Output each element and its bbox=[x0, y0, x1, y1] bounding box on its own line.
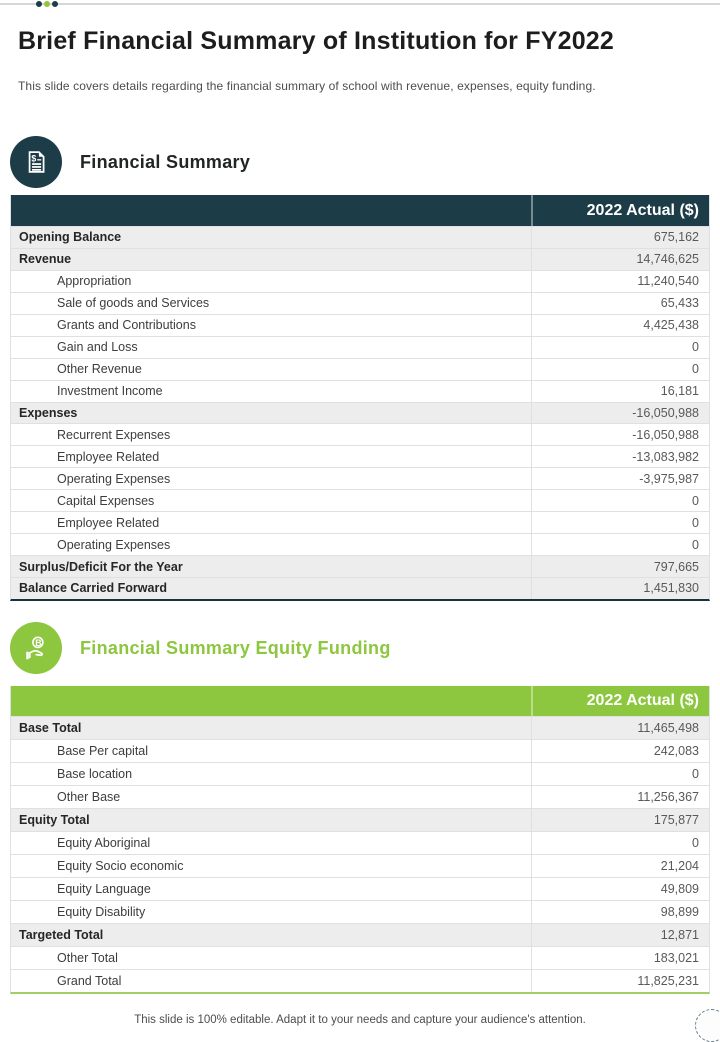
row-value: 183,021 bbox=[531, 947, 709, 969]
table-row bbox=[11, 270, 709, 292]
row-value: 0 bbox=[531, 337, 709, 358]
table-row bbox=[11, 511, 709, 533]
row-value: 11,256,367 bbox=[531, 786, 709, 808]
section-title-financial-summary: Financial Summary bbox=[80, 151, 251, 172]
row-label: Capital Expenses bbox=[57, 493, 155, 508]
column-header-2022-actual: 2022 Actual ($) bbox=[531, 686, 709, 716]
table-row bbox=[11, 923, 709, 946]
equity-funding-table bbox=[10, 686, 710, 994]
table-row bbox=[11, 314, 709, 336]
table-row bbox=[11, 336, 709, 358]
row-value: 21,204 bbox=[531, 855, 709, 877]
row-value: 12,871 bbox=[531, 924, 709, 946]
row-label: Equity Language bbox=[57, 882, 151, 896]
row-label: Targeted Total bbox=[19, 928, 104, 942]
row-value: 0 bbox=[531, 763, 709, 785]
table-row bbox=[11, 467, 709, 489]
top-divider-line bbox=[0, 3, 720, 5]
column-header-2022-actual: 2022 Actual ($) bbox=[531, 195, 709, 226]
table-row bbox=[11, 785, 709, 808]
section-financial-summary-header bbox=[10, 136, 250, 188]
row-label: Equity Disability bbox=[57, 905, 146, 919]
row-label: Other Total bbox=[57, 951, 118, 965]
row-value: 0 bbox=[531, 359, 709, 380]
row-value: 14,746,625 bbox=[531, 249, 709, 270]
row-label: Other Revenue bbox=[57, 362, 142, 377]
row-value: -16,050,988 bbox=[531, 403, 709, 424]
table-row bbox=[11, 577, 709, 599]
row-value: 0 bbox=[531, 512, 709, 533]
page-subtitle: This slide covers details regarding the financial summary of school with revenue, expenses, equity funding. bbox=[18, 79, 596, 93]
header-label-spacer bbox=[11, 195, 531, 226]
row-label: Opening Balance bbox=[19, 230, 122, 245]
table-row bbox=[11, 900, 709, 923]
financial-summary-table-header bbox=[11, 195, 709, 226]
section-title-equity-funding: Financial Summary Equity Funding bbox=[80, 637, 391, 658]
row-label: Base Total bbox=[19, 721, 82, 735]
row-value: 11,825,231 bbox=[531, 970, 709, 992]
table-row bbox=[11, 739, 709, 762]
row-label: Base location bbox=[57, 767, 133, 781]
row-value: 49,809 bbox=[531, 878, 709, 900]
row-label: Other Base bbox=[57, 790, 121, 804]
financial-summary-table bbox=[10, 195, 710, 601]
row-value: 0 bbox=[531, 534, 709, 555]
table-row bbox=[11, 226, 709, 248]
table-row bbox=[11, 533, 709, 555]
table-row bbox=[11, 969, 709, 992]
row-label: Employee Related bbox=[57, 515, 160, 530]
row-value: 797,665 bbox=[531, 556, 709, 577]
table-row bbox=[11, 380, 709, 402]
page-title: Brief Financial Summary of Institution for FY2022 bbox=[18, 27, 615, 55]
table-row bbox=[11, 854, 709, 877]
table-row bbox=[11, 831, 709, 854]
svg-text:$: $ bbox=[31, 153, 37, 164]
table-row bbox=[11, 946, 709, 969]
row-label: Balance Carried Forward bbox=[19, 581, 167, 596]
row-label: Investment Income bbox=[57, 384, 163, 399]
row-label: Surplus/Deficit For the Year bbox=[19, 559, 183, 574]
row-value: 11,240,540 bbox=[531, 271, 709, 292]
hand-coin-icon bbox=[10, 622, 62, 674]
row-value: 0 bbox=[531, 490, 709, 511]
decor-dot bbox=[36, 1, 42, 7]
row-value: 675,162 bbox=[531, 227, 709, 248]
table-row bbox=[11, 248, 709, 270]
equity-funding-table-header bbox=[11, 686, 709, 716]
row-label: Employee Related bbox=[57, 449, 160, 464]
slide-footer-note: This slide is 100% editable. Adapt it to your needs and capture your audience's attention. bbox=[134, 1014, 586, 1026]
row-value: -16,050,988 bbox=[531, 424, 709, 445]
table-row bbox=[11, 762, 709, 785]
table-row bbox=[11, 402, 709, 424]
decor-dot bbox=[52, 1, 58, 7]
svg-text:B: B bbox=[35, 637, 42, 648]
table-row bbox=[11, 808, 709, 831]
row-label: Revenue bbox=[19, 252, 72, 267]
row-label: Base Per capital bbox=[57, 744, 149, 758]
table-row bbox=[11, 423, 709, 445]
financial-summary-table-body bbox=[11, 226, 709, 599]
row-value: 16,181 bbox=[531, 381, 709, 402]
financial-document-icon bbox=[10, 136, 62, 188]
row-label: Equity Total bbox=[19, 813, 90, 827]
row-value: 98,899 bbox=[531, 901, 709, 923]
table-row bbox=[11, 292, 709, 314]
row-value: 1,451,830 bbox=[531, 578, 709, 599]
row-value: 65,433 bbox=[531, 293, 709, 314]
table-row bbox=[11, 716, 709, 739]
row-value: 175,877 bbox=[531, 809, 709, 831]
row-label: Sale of goods and Services bbox=[57, 296, 210, 311]
equity-funding-table-body bbox=[11, 716, 709, 992]
row-value: 242,083 bbox=[531, 740, 709, 762]
row-value: -3,975,987 bbox=[531, 468, 709, 489]
row-label: Gain and Loss bbox=[57, 340, 138, 355]
row-label: Operating Expenses bbox=[57, 471, 171, 486]
header-label-spacer bbox=[11, 686, 531, 716]
row-value: 0 bbox=[531, 832, 709, 854]
table-row bbox=[11, 877, 709, 900]
table-row bbox=[11, 358, 709, 380]
row-label: Equity Socio economic bbox=[57, 859, 184, 873]
row-label: Recurrent Expenses bbox=[57, 427, 171, 442]
row-value: -13,083,982 bbox=[531, 446, 709, 467]
row-label: Grants and Contributions bbox=[57, 318, 196, 333]
row-label: Operating Expenses bbox=[57, 537, 171, 552]
section-equity-funding-header bbox=[10, 622, 391, 674]
row-label: Grand Total bbox=[57, 974, 122, 988]
decor-dot bbox=[44, 1, 50, 7]
decor-dots bbox=[36, 1, 58, 7]
row-label: Appropriation bbox=[57, 274, 132, 289]
row-value: 11,465,498 bbox=[531, 717, 709, 739]
table-row bbox=[11, 445, 709, 467]
row-label: Equity Aboriginal bbox=[57, 836, 151, 850]
table-row bbox=[11, 489, 709, 511]
table-row bbox=[11, 555, 709, 577]
row-value: 4,425,438 bbox=[531, 315, 709, 336]
row-label: Expenses bbox=[19, 405, 78, 420]
dashed-circle-decor bbox=[695, 1009, 720, 1042]
